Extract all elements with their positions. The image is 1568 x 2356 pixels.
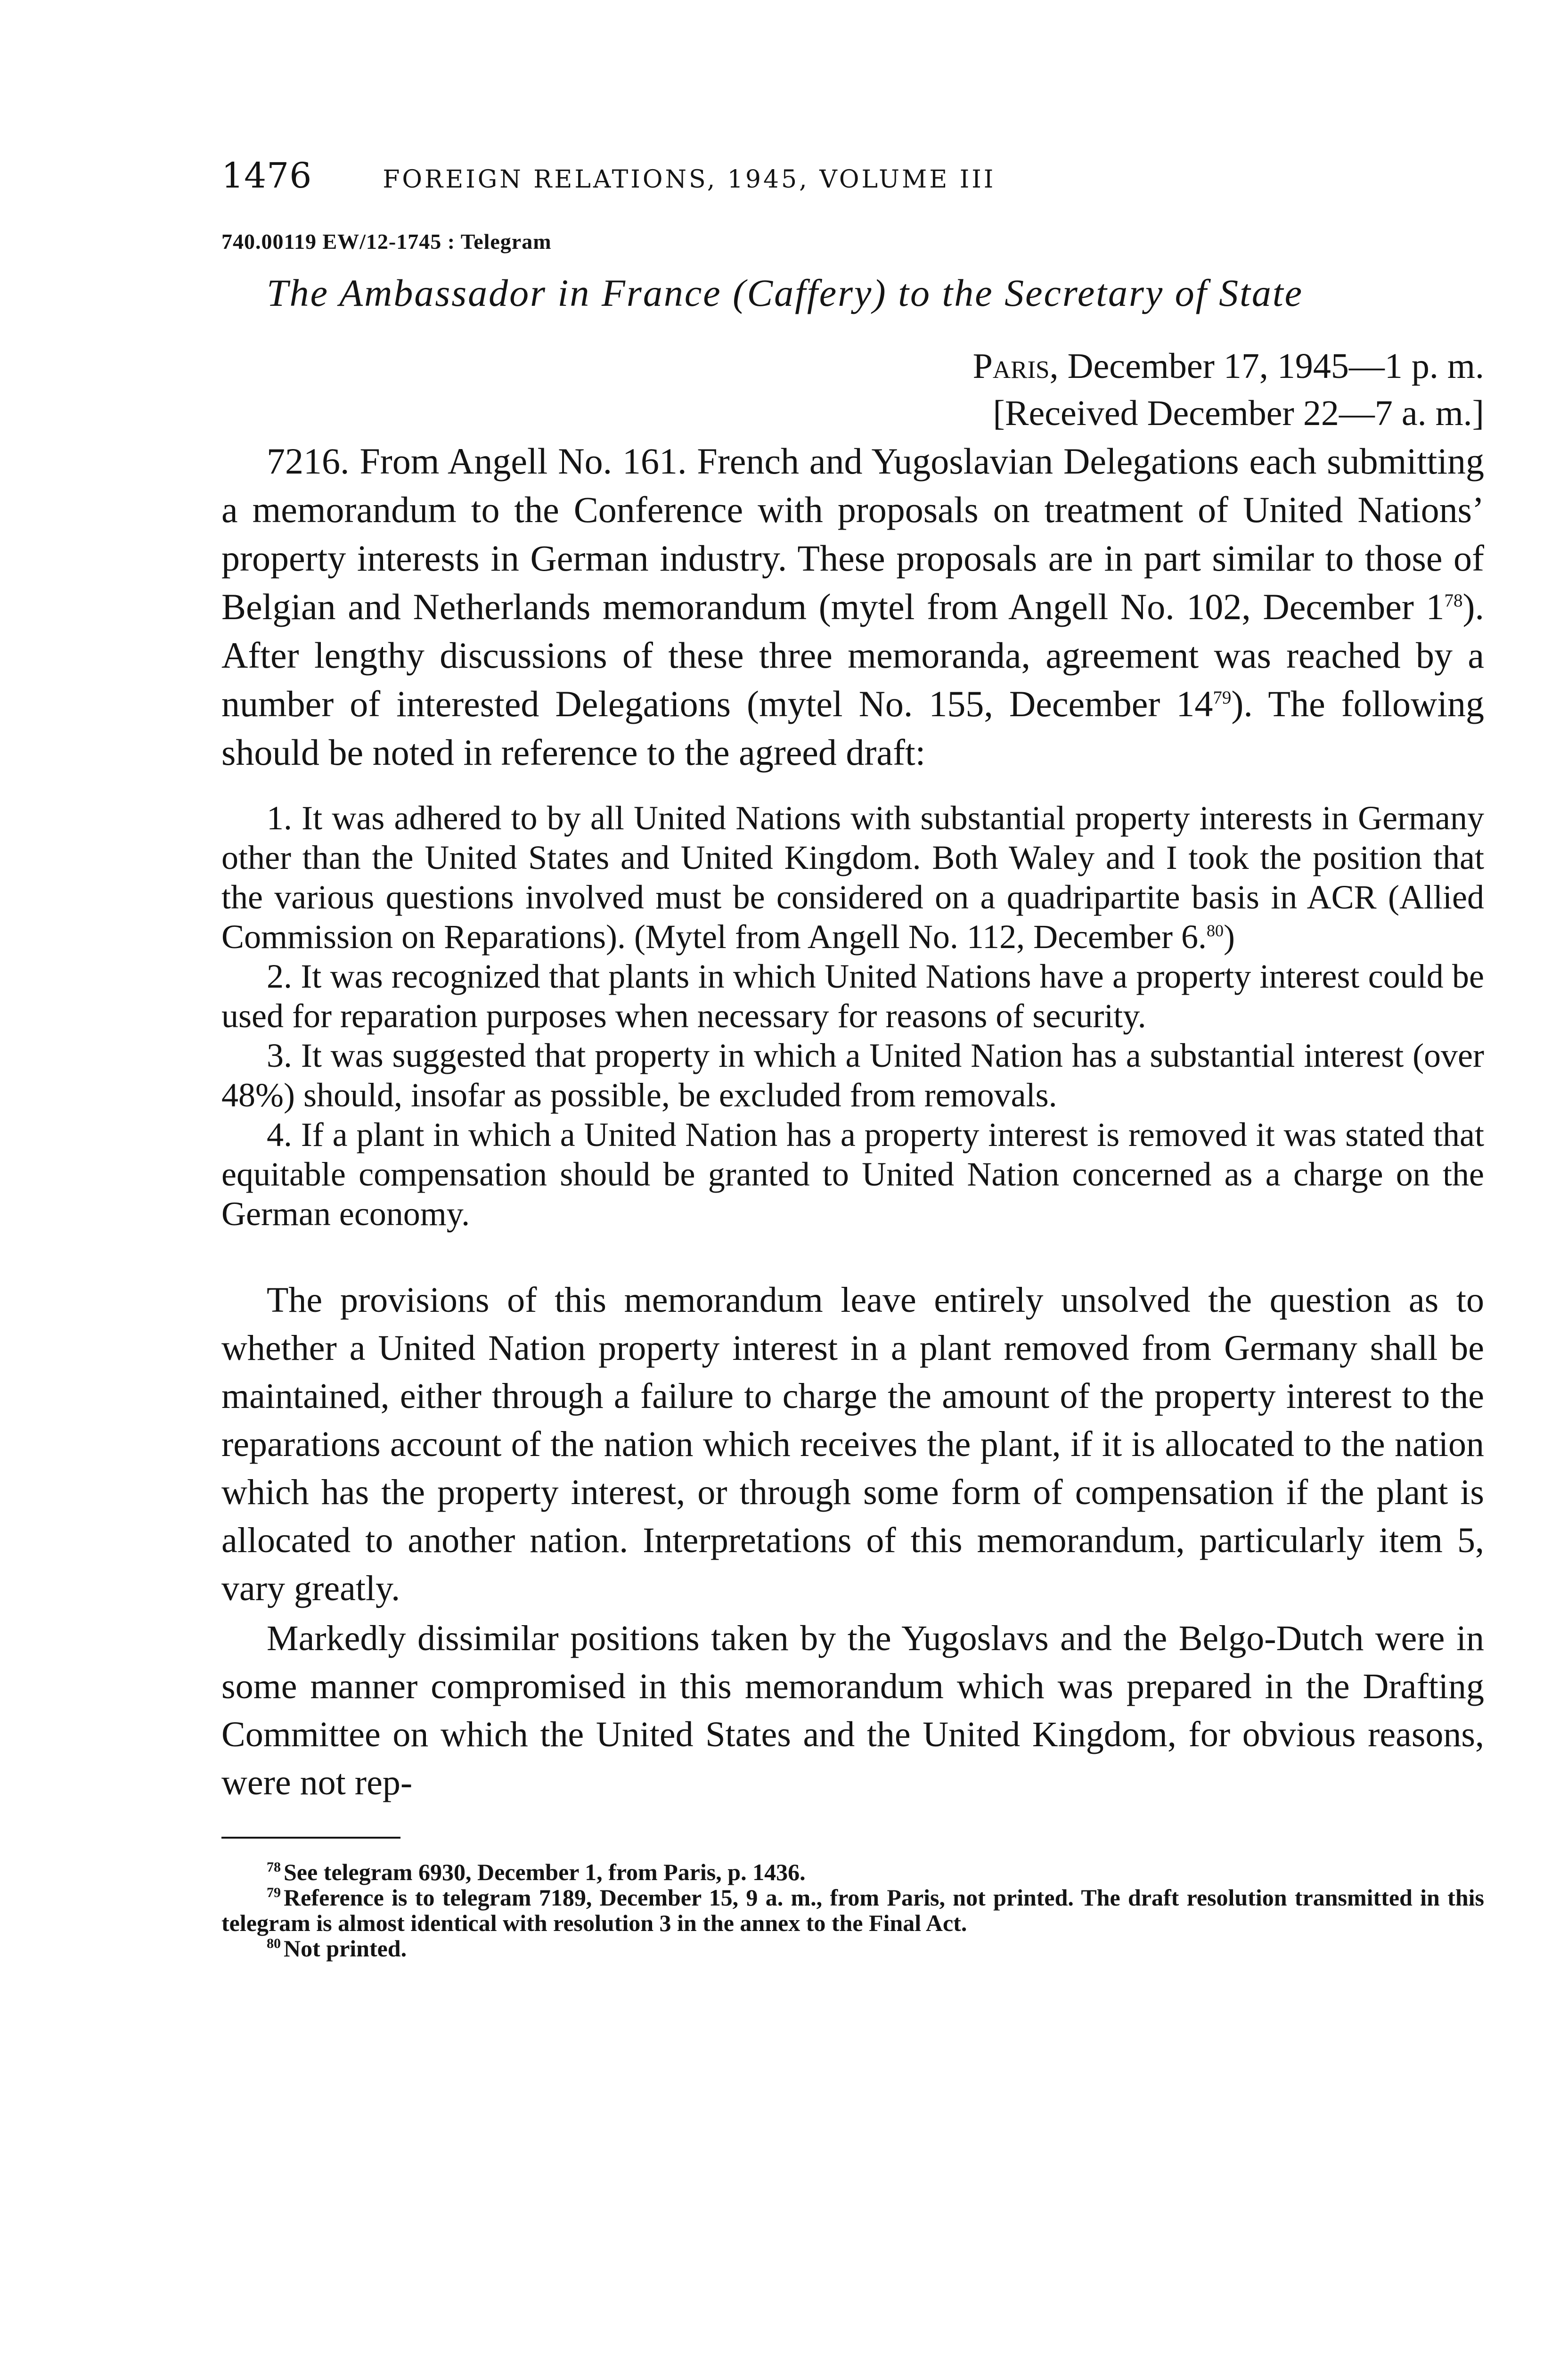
dateline-sent [973, 346, 1484, 386]
footnote-80-text: Not printed. [284, 1935, 407, 1962]
running-head [221, 155, 1484, 212]
lead-text-2: ). After lengthy discussions of these three memoranda, agreement was reached by a number of interested Delegations (mytel No. 155, December 14 [221, 586, 1484, 724]
point-3: 3. It was suggested that property in which a United Nation has a substantial interest (over 48%) should, insofar as possible, be excluded from removals. [221, 1037, 1484, 1114]
footnote-78-text: See telegram 6930, December 1, from Paris, p. 1436. [284, 1859, 806, 1885]
body-paragraph-1: The provisions of this memorandum leave entirely unsolved the question as to whether a United Nation property interest in a plant removed from Germany shall be maintained, either through a failure to charge the amount of the property interest to the reparations account of the nation which receives the plant, if it is allocated to the nation which has the property interest, or through some form of compensation if the plant is allocated to another nation. Interpretations of this memorandum, particularly item 5, vary greatly. [221, 1280, 1484, 1608]
lead-paragraph [221, 437, 1484, 777]
point-2: 2. It was recognized that plants in which United Nations have a property interest could be used for reparation purposes when necessary for reasons of security. [221, 957, 1484, 1035]
file-reference: 740.00119 EW/12-1745 : Telegram [221, 229, 552, 254]
lead-text-1: 7216. From Angell No. 161. French and Yugoslavian Delegations each submitting a memorandum to the Conference with proposals on treatment of United Nations’ property interests in German industry. These proposals are in part similar to those of Belgian and Netherlands memorandum (mytel from Angell No. 102, December 1 [221, 441, 1484, 627]
footnotes [221, 1859, 1484, 1961]
numbered-points [221, 798, 1484, 1234]
footnote-ref-78[interactable]: 78 [1444, 590, 1463, 611]
footnote-79-mark: 79 [267, 1885, 281, 1901]
point-1-end: ) [1224, 918, 1235, 956]
document-title: The Ambassador in France (Caffery) to the Secretary of State [267, 271, 1304, 314]
footnote-78-mark: 78 [267, 1859, 281, 1875]
page-number: 1476 [221, 155, 312, 196]
body-paragraph-2: Markedly dissimilar positions taken by the Yugoslavs and the Belgo-Dutch were in some manner compromised in this memorandum which was prepared in the Drafting Committee on which the United States and the United Kingdom, for obvious reasons, were not rep- [221, 1619, 1484, 1802]
point-1-text: 1. It was adhered to by all United Nations with substantial property interests in Germany other than the United States and United Kingdom. Both Waley and I took the position that the various questions involved must be considered on a quadripartite basis in ACR (Allied Commission on Reparations). (Mytel from Angell No. 112, December 6. [221, 799, 1484, 956]
footnote-79 [221, 1885, 1484, 1936]
lead-text-3: ). The following should be noted in reference to the agreed draft: [221, 683, 1484, 773]
footnote-78 [221, 1859, 1484, 1885]
footnote-80 [221, 1936, 1484, 1961]
footnote-ref-79[interactable]: 79 [1213, 687, 1232, 708]
document-page [221, 155, 1484, 1961]
dateline [221, 343, 1484, 437]
dateline-received: [Received December 22—7 a. m.] [993, 393, 1484, 433]
footnote-79-text: Reference is to telegram 7189, December 15, 9 a. m., from Paris, not printed. The draft resolution transmitted in this telegram is almost identical with resolution 3 in the annex to the Final Act. [221, 1884, 1484, 1936]
footnote-80-mark: 80 [267, 1936, 281, 1952]
point-4: 4. If a plant in which a United Nation has a property interest is removed it was stated that equitable compensation should be granted to United Nation concerned as a charge on the German economy. [221, 1116, 1484, 1233]
footnote-ref-80[interactable]: 80 [1207, 921, 1224, 940]
dateline-place: Paris [972, 346, 1050, 386]
dateline-sent-time: , December 17, 1945—1 p. m. [1049, 346, 1484, 386]
point-1 [221, 798, 1484, 957]
footnote-divider [221, 1837, 400, 1839]
running-title: FOREIGN RELATIONS, 1945, VOLUME III [383, 165, 996, 194]
